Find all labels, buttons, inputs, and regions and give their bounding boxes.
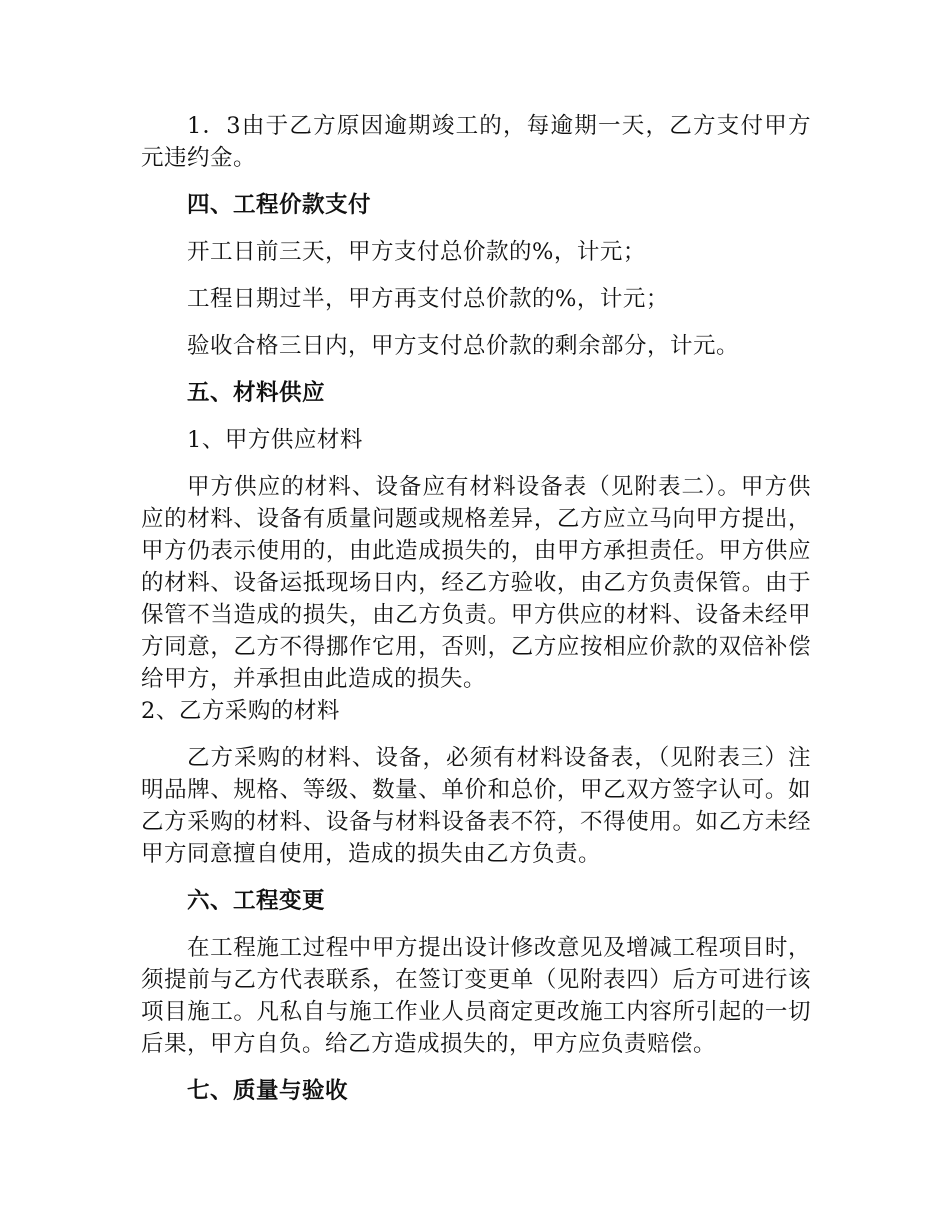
paragraph-payment-start: 开工日前三天，甲方支付总价款的%，计元； xyxy=(187,239,646,265)
heading-payment: 四、工程价款支付 xyxy=(187,192,372,218)
heading-quality-acceptance: 七、质量与验收 xyxy=(187,1078,349,1104)
paragraph-party-b-materials: 乙方采购的材料、设备，必须有材料设备表，（见附表三）注明品牌、规格、等级、数量、单价和总价，甲乙双方签字认可。如乙方采购的材料、设备与材料设备表不符，不得使用。如乙方未经甲方同意擅自使用，造成的损失由乙方负责。 xyxy=(141,745,811,867)
paragraph-party-a-materials: 甲方供应的材料、设备应有材料设备表（见附表二）。甲方供应的材料、设备有质量问题或规格差异，乙方应立马向甲方提出，甲方仍表示使用的，由此造成损失的，由甲方承担责任。甲方供应的材料、设备运抵现场日内，经乙方验收，由乙方负责保管。由于保管不当造成的损失，由乙方负责。甲方供应的材料、设备未经甲方同意，乙方不得挪作它用，否则，乙方应按相应价款的双倍补偿给甲方，并承担由此造成的损失。 xyxy=(141,474,811,692)
paragraph-overdue-penalty: 1．3由于乙方原因逾期竣工的，每逾期一天，乙方支付甲方元违约金。 xyxy=(141,113,811,171)
subheading-party-b-materials: 2、乙方采购的材料 xyxy=(141,698,340,724)
subheading-party-a-materials: 1、甲方供应材料 xyxy=(187,427,363,453)
heading-material-supply: 五、材料供应 xyxy=(187,380,326,406)
heading-project-change: 六、工程变更 xyxy=(187,888,326,914)
paragraph-project-change: 在工程施工过程中甲方提出设计修改意见及增减工程项目时，须提前与乙方代表联系，在签订变更单（见附表四）后方可进行该项目施工。凡私自与施工作业人员商定更改施工内容所引起的一切后果，甲方自负。给乙方造成损失的，甲方应负责赔偿。 xyxy=(141,935,811,1057)
paragraph-payment-final: 验收合格三日内，甲方支付总价款的剩余部分，计元。 xyxy=(187,333,740,359)
paragraph-payment-midway: 工程日期过半，甲方再支付总价款的%，计元； xyxy=(187,286,669,312)
document-body xyxy=(141,110,811,1107)
